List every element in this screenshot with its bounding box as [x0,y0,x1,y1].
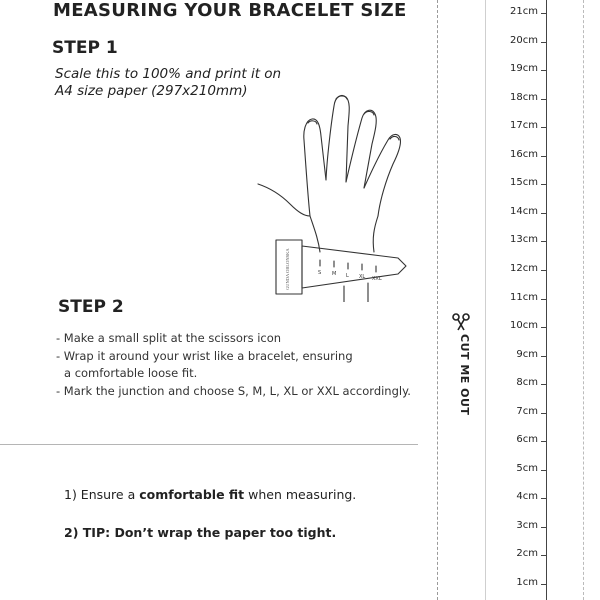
ruler-tick [541,184,546,185]
cut-me-out-text: CUT ME OUT [458,334,471,416]
ruler-tick [541,42,546,43]
ruler-label: 15cm [510,177,538,189]
ruler-label: 10cm [510,320,538,332]
tip2-number: 2) [64,525,79,540]
ruler-tick [541,327,546,328]
tip1-bold: comfortable fit [139,487,245,502]
ruler-label: 13cm [510,234,538,246]
ruler-label: 19cm [510,63,538,75]
tip1-prefix: 1) Ensure a [64,487,140,502]
ruler-label: 2cm [516,548,538,560]
ruler-label: 18cm [510,91,538,103]
ruler-tick [541,156,546,157]
ruler-tick [541,470,546,471]
scissors-icon[interactable] [451,312,471,332]
step1-heading: STEP 1 [52,38,118,58]
ruler-label: 16cm [510,148,538,160]
instructions-list [56,330,411,400]
instruction-item: - Wrap it around your wrist like a bracelet, ensuring [56,348,353,363]
ruler-tick [541,299,546,300]
ruler-tick [541,270,546,271]
ruler-label: 5cm [516,462,538,474]
instruction-item: a comfortable loose fit. [64,366,198,380]
ruler-label: 17cm [510,120,538,132]
ruler-label: 3cm [516,519,538,531]
page-title: MEASURING YOUR BRACELET SIZE [53,0,407,21]
ruler-label: 4cm [516,491,538,503]
ruler-label: 21cm [510,6,538,17]
ruler-tick [541,584,546,585]
ruler-tick [541,527,546,528]
ruler-edge [485,0,486,600]
ruler-tick [541,441,546,442]
ruler-label: 11cm [510,291,538,303]
ruler-tick [541,384,546,385]
ruler-tick [541,213,546,214]
ruler-tick [541,241,546,242]
ruler-tick [541,70,546,71]
ruler-label: 14cm [510,205,538,217]
band-brand-text: GUNDA OBLONSKA [285,248,290,290]
ruler-tick [541,13,546,14]
instruction-item: - Mark the junction and choose S, M, L, XL or XXL accordingly. [56,383,411,398]
ruler-label: 6cm [516,434,538,446]
ruler-dashed-edge [583,0,584,600]
band-label-xl: XL [359,274,366,280]
scale-note-line2: A4 size paper (297x210mm) [55,83,248,99]
tip2-text: TIP: Don’t wrap the paper too tight. [82,525,337,540]
band-label-s: S [318,270,322,276]
cut-label [449,312,473,432]
ruler-tick [541,555,546,556]
band-label-xxl: XXL [372,276,382,282]
ruler-label: 1cm [516,577,538,588]
ruler-label: 9cm [516,348,538,360]
tip-2 [64,525,336,540]
ruler-tick [541,413,546,414]
cut-line [437,0,438,600]
band-label-m: M [332,271,337,277]
scale-note-line1: Scale this to 100% and print it on [55,66,282,82]
ruler-label: 7cm [516,405,538,417]
ruler-label: 8cm [516,377,538,389]
step2-heading: STEP 2 [58,297,124,317]
ruler-label: 12cm [510,262,538,274]
ruler-label: 20cm [510,34,538,46]
tip-1 [64,487,356,502]
ruler-tick [541,356,546,357]
ruler-line [546,0,547,600]
band-label-l: L [346,273,349,279]
ruler-tick [541,498,546,499]
instruction-item: - Make a small split at the scissors icon [56,331,282,345]
hand-illustration [248,88,420,302]
tip1-suffix: when measuring. [244,487,357,502]
ruler-tick [541,99,546,100]
section-divider [0,444,418,445]
ruler-tick [541,127,546,128]
